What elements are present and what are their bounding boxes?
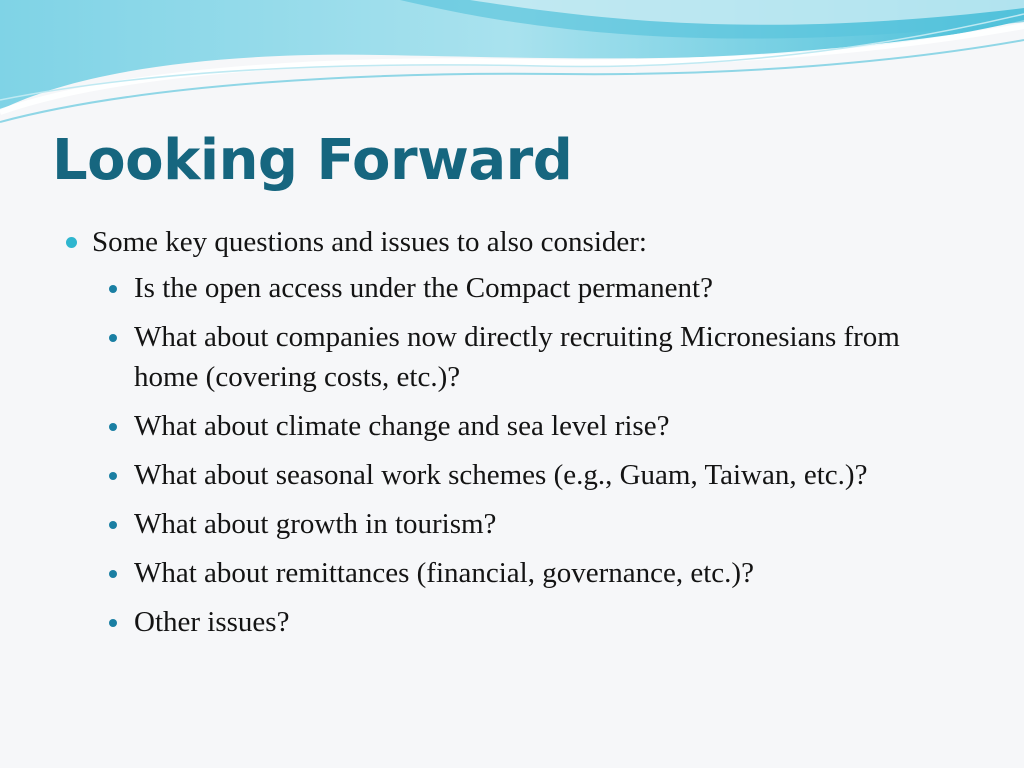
sub-bullet-text: What about companies now directly recruiting Micronesians from home (covering costs, etc.)?	[134, 321, 900, 393]
sub-bullet-dot-icon	[109, 285, 117, 293]
sub-bullet-item	[92, 602, 962, 642]
main-bullet-text: Some key questions and issues to also consider:	[92, 226, 647, 258]
bullet-dot-icon	[66, 237, 77, 248]
slide-title: Looking Forward	[52, 128, 573, 193]
sub-bullet-dot-icon	[109, 334, 117, 342]
sub-bullet-list	[92, 268, 962, 642]
sub-bullet-text: What about remittances (financial, governance, etc.)?	[134, 557, 754, 589]
sub-bullet-text: What about growth in tourism?	[134, 508, 497, 540]
sub-bullet-text: Other issues?	[134, 606, 290, 638]
main-bullet	[62, 222, 962, 642]
sub-bullet-dot-icon	[109, 423, 117, 431]
sub-bullet-text: Is the open access under the Compact permanent?	[134, 272, 713, 304]
sub-bullet-item	[92, 553, 962, 593]
sub-bullet-text: What about seasonal work schemes (e.g., Guam, Taiwan, etc.)?	[134, 459, 868, 491]
sub-bullet-dot-icon	[109, 570, 117, 578]
sub-bullet-dot-icon	[109, 472, 117, 480]
header-wave-decoration	[0, 0, 1024, 130]
sub-bullet-item	[92, 317, 962, 397]
sub-bullet-dot-icon	[109, 521, 117, 529]
sub-bullet-item	[92, 455, 962, 495]
sub-bullet-text: What about climate change and sea level rise?	[134, 410, 670, 442]
bullet-list	[62, 222, 962, 651]
sub-bullet-item	[92, 268, 962, 308]
sub-bullet-dot-icon	[109, 619, 117, 627]
sub-bullet-item	[92, 406, 962, 446]
sub-bullet-item	[92, 504, 962, 544]
